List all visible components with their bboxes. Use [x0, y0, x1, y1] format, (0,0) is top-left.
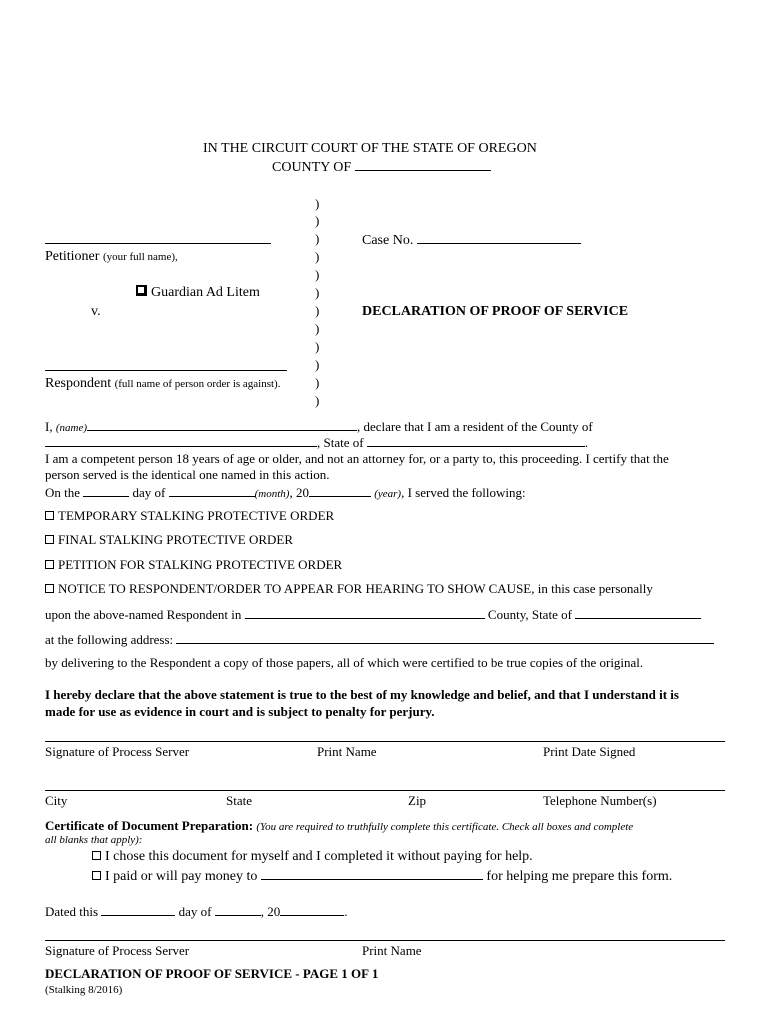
service-county-field[interactable]	[245, 606, 485, 619]
service-month-field[interactable]	[169, 484, 255, 497]
county-state-text: County, State of	[487, 607, 572, 622]
city-label: City	[45, 793, 68, 808]
paren: )	[315, 213, 320, 228]
dated-line	[45, 903, 347, 919]
service-date-line	[45, 484, 526, 502]
checkbox-notice[interactable]	[45, 584, 54, 593]
paren: )	[315, 357, 320, 372]
sig-label: Signature of Process Server	[45, 744, 190, 759]
state-of-text: , State of	[317, 435, 364, 450]
certificate-instructions-2: all blanks that apply):	[45, 834, 143, 846]
service-day-field[interactable]	[83, 484, 129, 497]
dated-this-text: Dated this	[45, 904, 99, 919]
checkbox-final[interactable]	[45, 535, 54, 544]
address-signature-line[interactable]	[45, 790, 725, 791]
petitioner-name-field[interactable]	[45, 243, 271, 244]
bottom-print-name-label: Print Name	[362, 943, 422, 958]
case-no-label: Case No.	[362, 233, 414, 248]
paren: )	[315, 375, 320, 390]
affirmation-line-2: made for use as evidence in court and is subject to penalty for perjury.	[45, 704, 435, 719]
declarant-county-field[interactable]	[45, 434, 317, 447]
cert-option-self	[92, 849, 533, 864]
certificate-instructions-1: (You are required to truthfully complete this certificate. Check all boxes and complete	[256, 821, 634, 833]
paid-to-field[interactable]	[261, 867, 483, 880]
paren: )	[315, 339, 320, 354]
paren: )	[315, 321, 320, 336]
paren: )	[315, 267, 320, 282]
footer-form-code: (Stalking 8/2016)	[45, 984, 123, 996]
doc-option-notice	[45, 581, 653, 596]
guardian-checkbox[interactable]	[136, 285, 147, 296]
on-the-text: On the	[45, 485, 81, 500]
paren: )	[315, 393, 320, 408]
paren: )	[315, 285, 320, 300]
address-line	[45, 631, 714, 647]
guardian-line	[136, 285, 260, 300]
competent-text-1: I am a competent person 18 years of age or older, and not an attorney for, or a party to, this proceeding. I certify that the	[45, 451, 669, 466]
document-title: DECLARATION OF PROOF OF SERVICE	[362, 304, 629, 319]
upon-text: upon the above-named Respondent in	[45, 607, 242, 622]
doc-label: PETITION FOR STALKING PROTECTIVE ORDER	[58, 557, 343, 572]
cert-option-label: I paid or will pay money to	[105, 869, 258, 884]
affirmation-line-1: I hereby declare that the above statement is true to the best of my knowledge and belief, and that I understand it is	[45, 687, 679, 702]
checkbox-paid-help[interactable]	[92, 871, 101, 880]
declarant-state-field[interactable]	[367, 434, 585, 447]
petitioner-note: (your full name),	[102, 251, 178, 263]
service-year-field[interactable]	[309, 484, 371, 497]
declarant-name-field[interactable]	[87, 418, 357, 431]
checkbox-self-prepared[interactable]	[92, 851, 101, 860]
certificate-title: Certificate of Document Preparation:	[45, 818, 254, 833]
checkbox-temporary[interactable]	[45, 511, 54, 520]
dated-year-field[interactable]	[280, 903, 344, 916]
bottom-sig-label: Signature of Process Server	[45, 943, 190, 958]
address-label: at the following address:	[45, 632, 174, 647]
doc-label: TEMPORARY STALKING PROTECTIVE ORDER	[58, 508, 335, 523]
doc-label: NOTICE TO RESPONDENT/ORDER TO APPEAR FOR HEARING TO SHOW CAUSE, in this case personally	[58, 581, 653, 596]
doc-option-petition	[45, 557, 342, 572]
case-no-field[interactable]	[417, 231, 581, 244]
cert-option-label: I chose this document for myself and I completed it without paying for help.	[105, 849, 533, 864]
day-of-text: day of	[178, 904, 212, 919]
guardian-label: Guardian Ad Litem	[151, 285, 260, 300]
year-hint: (year)	[374, 488, 402, 500]
respondent-name-field[interactable]	[45, 370, 287, 371]
zip-label: Zip	[408, 793, 427, 808]
paren: )	[315, 249, 320, 264]
paren: )	[315, 196, 320, 211]
county-field[interactable]	[355, 158, 491, 171]
checkbox-petition[interactable]	[45, 560, 54, 569]
paren: )	[315, 231, 320, 246]
case-no-line	[362, 231, 581, 248]
service-address-field[interactable]	[176, 631, 714, 644]
dated-month-field[interactable]	[215, 903, 261, 916]
doc-option-final	[45, 532, 293, 547]
doc-option-temporary	[45, 508, 334, 523]
respondent-label-line	[45, 376, 280, 392]
period: .	[584, 435, 589, 450]
name-hint: (name)	[55, 422, 87, 434]
served-text: , I served the following:	[401, 485, 526, 500]
phone-label: Telephone Number(s)	[543, 793, 657, 808]
delivering-text: by delivering to the Respondent a copy of those papers, all of which were certified to be true copies of the original.	[45, 655, 644, 670]
state-label: State	[226, 793, 252, 808]
print-date-label: Print Date Signed	[543, 744, 636, 759]
dated-day-field[interactable]	[101, 903, 175, 916]
paren: )	[315, 303, 320, 318]
county-label: COUNTY OF	[272, 160, 352, 175]
day-of-text: day of	[132, 485, 166, 500]
respondent-label: Respondent	[45, 376, 112, 391]
county-line	[272, 158, 491, 175]
twenty-text: , 20	[289, 485, 309, 500]
versus: v.	[91, 304, 101, 319]
footer-page-title: DECLARATION OF PROOF OF SERVICE - PAGE 1 OF 1	[45, 966, 379, 981]
cert-option-suffix: for helping me prepare this form.	[486, 869, 673, 884]
cert-option-paid	[92, 867, 672, 884]
declare-text: , declare that I am a resident of the County of	[357, 419, 593, 434]
month-hint: (month)	[254, 488, 290, 500]
petitioner-label-line	[45, 249, 178, 265]
signature-line[interactable]	[45, 741, 725, 742]
petitioner-label: Petitioner	[45, 249, 100, 264]
competent-text-2: person served is the identical one named in this action.	[45, 467, 330, 482]
service-state-field[interactable]	[575, 606, 701, 619]
upon-line	[45, 606, 701, 622]
doc-label: FINAL STALKING PROTECTIVE ORDER	[58, 532, 293, 547]
twenty-text: , 20	[260, 904, 281, 919]
print-name-label: Print Name	[317, 744, 377, 759]
county-state-line	[45, 434, 588, 450]
bottom-signature-line[interactable]	[45, 940, 725, 941]
respondent-note: (full name of person order is against).	[114, 378, 281, 390]
i-prefix: I,	[45, 419, 53, 434]
period: .	[344, 904, 348, 919]
court-heading: IN THE CIRCUIT COURT OF THE STATE OF OREGON	[203, 141, 537, 156]
